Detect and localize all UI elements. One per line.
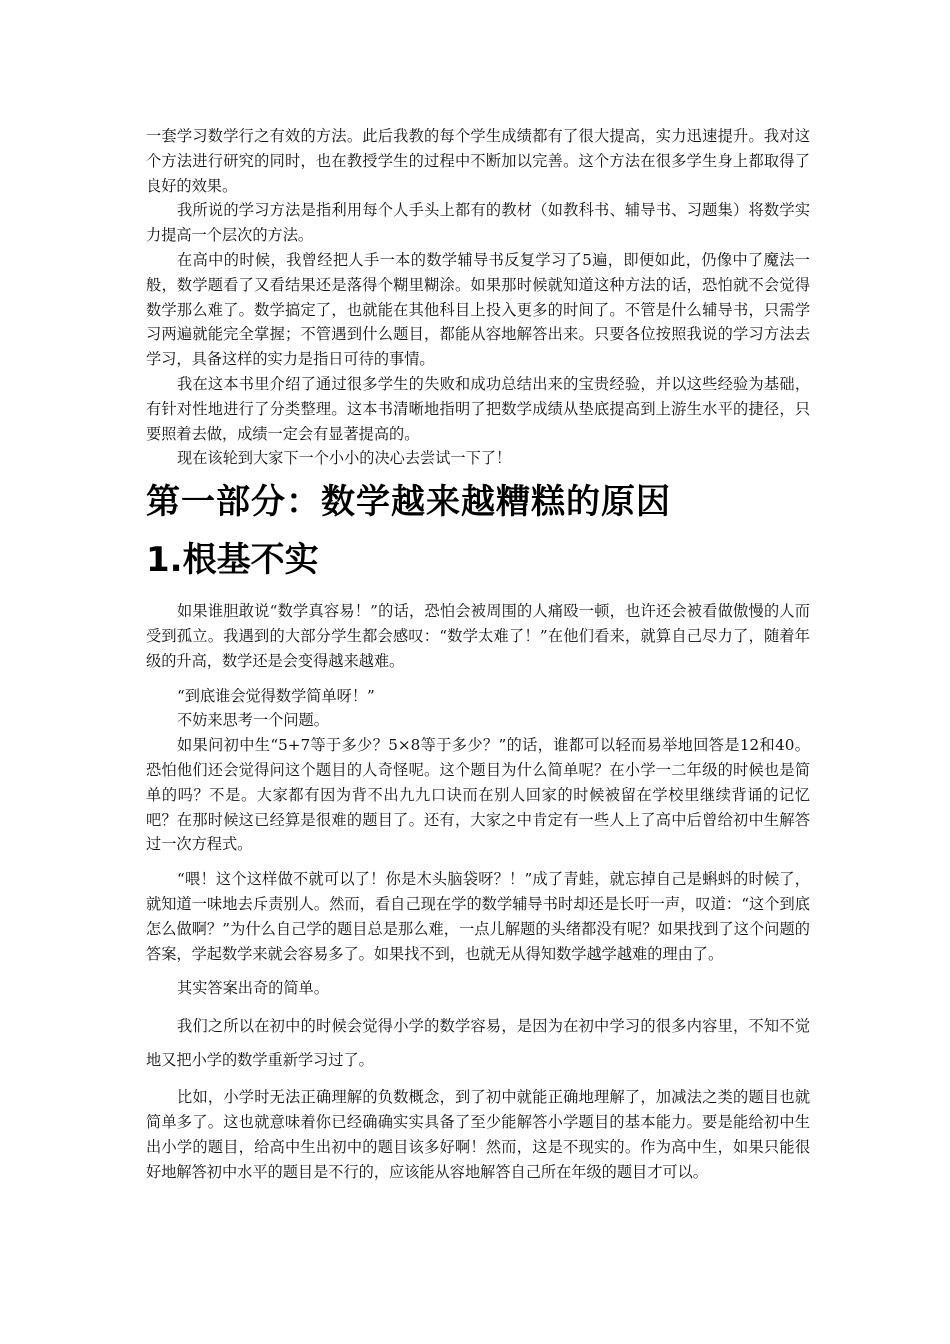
- body-paragraph-2: “到底谁会觉得数学简单呀！”: [177, 686, 375, 705]
- intro-paragraph-5: 现在该轮到大家下一个小小的决心去尝试一下了！: [177, 449, 512, 468]
- body-paragraph-6: 其实答案出奇的简单。: [177, 979, 329, 998]
- text-column: [146, 124, 810, 1184]
- chapter-title: 1.根基不实: [146, 540, 319, 581]
- body-paragraph-5: “喂！这个这样做不就可以了！你是木头脑袋呀？！”成了青蛙，就忘掉自己是蝌蚪的时候了，就知道一味地去斥责别人。然而，看自己现在学的数学辅导书时却还是长吁一声，叹道：“这个到底怎么做啊？”为什么自己学的题目总是那么难，一点儿解题的头绪都没有呢？如果找到了这个问题的答案，学起数学来就会容易多了。如果找不到，也就无从得知数学越学越难的理由了。: [146, 870, 810, 963]
- intro-paragraph-1: 一套学习数学行之有效的方法。此后我教的每个学生成绩都有了很大提高，实力迅速提升。我对这个方法进行研究的同时，也在教授学生的过程中不断加以完善。这个方法在很多学生身上都取得了良好的效果。: [146, 127, 810, 195]
- body-paragraph-7: 我们之所以在初中的时候会觉得小学的数学容易，是因为在初中学习的很多内容里，不知不觉地又把小学的数学重新学习过了。: [146, 1017, 810, 1070]
- body-paragraph-3: 不妨来思考一个问题。: [177, 711, 329, 730]
- body-paragraph-8: 比如，小学时无法正确理解的负数概念，到了初中就能正确地理解了，加减法之类的题目也就简单多了。这也就意味着你已经确确实实具备了至少能解答小学题目的基本能力。要是能给初中生出小学的题目，给高中生出初中的题目该多好啊！然而，这是不现实的。作为高中生，如果只能很好地解答初中水平的题目是不行的，应该能从容地解答自己所在年级的题目才可以。: [146, 1088, 810, 1181]
- part-title: 第一部分：数学越来越糟糕的原因: [146, 482, 671, 523]
- intro-paragraph-3: 在高中的时候，我曾经把人手一本的数学辅导书反复学习了5遍，即便如此，仍像中了魔法一般，数学题看了又看结果还是落得个糊里糊涂。如果那时候就知道这种方法的话，恐怕就不会觉得数学那么难了。数学搞定了，也就能在其他科目上投入更多的时间了。不管是什么辅导书，只需学习两遍就能完全掌握；不管遇到什么题目，都能从容地解答出来。只要各位按照我说的学习方法去学习，具备这样的实力是指日可待的事情。: [146, 250, 810, 369]
- intro-paragraph-2: 我所说的学习方法是指利用每个人手头上都有的教材（如教科书、辅导书、习题集）将数学实力提高一个层次的方法。: [146, 201, 810, 245]
- intro-paragraph-4: 我在这本书里介绍了通过很多学生的失败和成功总结出来的宝贵经验，并以这些经验为基础，有针对性地进行了分类整理。这本书清晰地指明了把数学成绩从垫底提高到上游生水平的捷径，只要照着去做，成绩一定会有显著提高的。: [146, 374, 810, 443]
- body-paragraph-1: 如果谁胆敢说“数学真容易！”的话，恐怕会被周围的人痛殴一顿，也许还会被看做傲慢的人而受到孤立。我遇到的大部分学生都会感叹：“数学太难了！”在他们看来，就算自己尽力了，随着年级的升高，数学还是会变得越来越难。: [146, 602, 810, 670]
- body-paragraph-4: 如果问初中生“5+7等于多少？5×8等于多少？”的话，谁都可以轻而易举地回答是12和40。恐怕他们还会觉得问这个题目的人奇怪呢。这个题目为什么简单呢？在小学一二年级的时候也是简单的吗？不是。大家都有因为背不出九九口诀而在别人回家的时候被留在学校里继续背诵的记忆吧？在那时候这已经算是很难的题目了。还有，大家之中肯定有一些人上了高中后曾给初中生解答过一次方程式。: [146, 736, 810, 854]
